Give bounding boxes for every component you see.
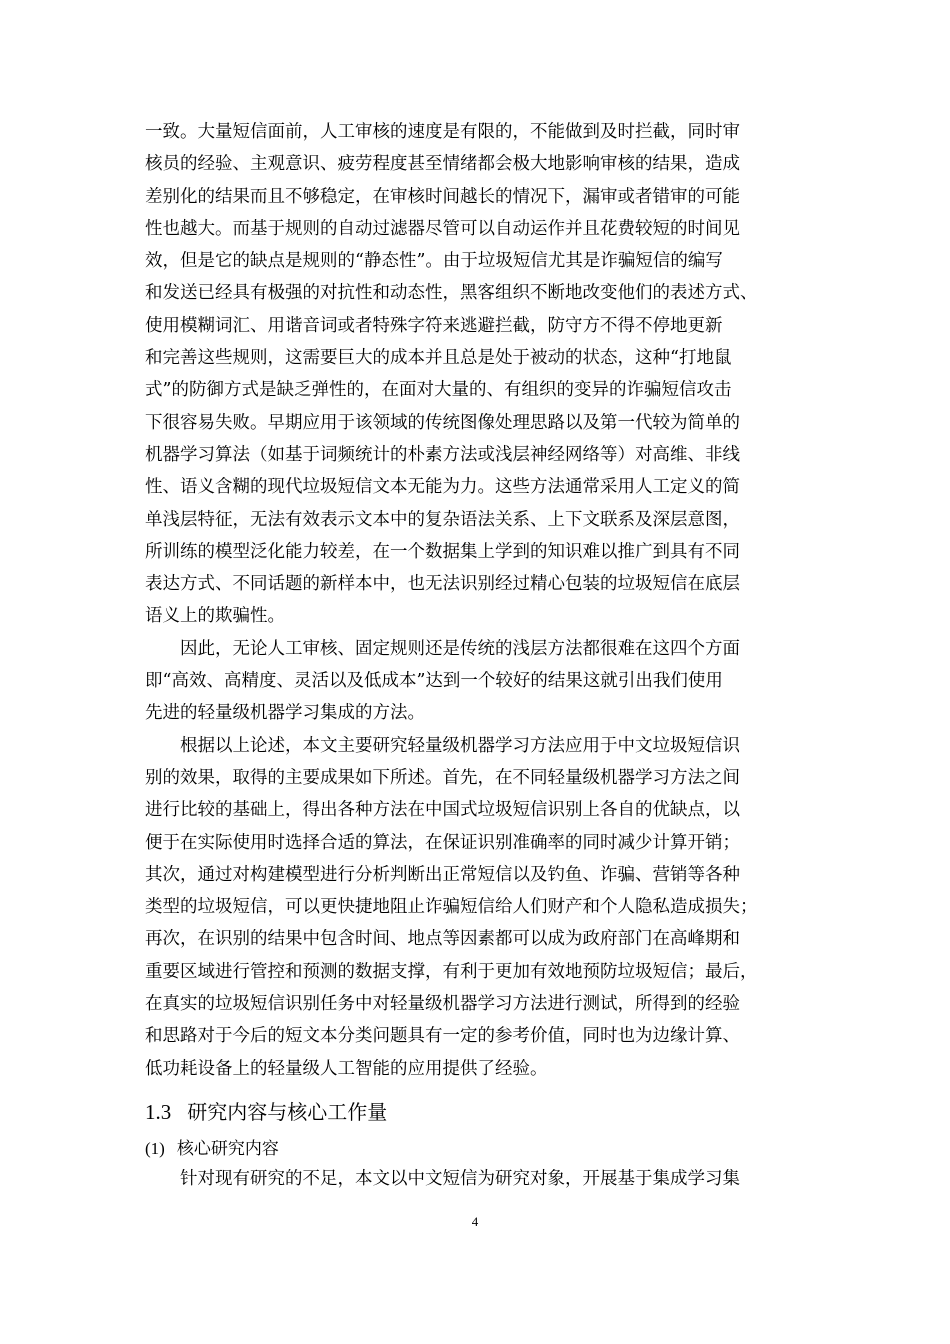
subsection-number: (1) bbox=[145, 1139, 165, 1158]
text-line: 重要区域进行管控和预测的数据支撑，有利于更加有效地预防垃圾短信；最后， bbox=[145, 961, 758, 982]
paragraph-start-line: 因此，无论人工审核、固定规则还是传统的浅层方法都很难在这四个方面 bbox=[180, 638, 740, 659]
text-line: 类型的垃圾短信，可以更快捷地阻止诈骗短信给人们财产和个人隐私造成损失； bbox=[145, 897, 758, 918]
text-line: 即“高效、高精度、灵活以及低成本”达到一个较好的结果这就引出我们使用 bbox=[145, 671, 723, 692]
section-number: 1.3 bbox=[145, 1100, 172, 1124]
text-line: 表达方式、不同话题的新样本中，也无法识别经过精心包装的垃圾短信在底层 bbox=[145, 574, 740, 595]
text-line: 便于在实际使用时选择合适的算法，在保证识别准确率的同时减少计算开销； bbox=[145, 832, 740, 853]
text-line: 一致。大量短信面前，人工审核的速度是有限的，不能做到及时拦截，同时审 bbox=[145, 122, 740, 142]
text-line: 差别化的结果而且不够稳定，在审核时间越长的情况下，漏审或者错审的可能 bbox=[145, 186, 740, 207]
text-line: 低功耗设备上的轻量级人工智能的应用提供了经验。 bbox=[145, 1058, 548, 1079]
text-line: 语义上的欺骗性。 bbox=[145, 606, 285, 627]
text-line: 再次，在识别的结果中包含时间、地点等因素都可以成为政府部门在高峰期和 bbox=[145, 929, 740, 950]
text-line: 使用模糊词汇、用谐音词或者特殊字符来逃避拦截，防守方不得不停地更新 bbox=[145, 315, 723, 336]
text-line: 和完善这些规则，这需要巨大的成本并且总是处于被动的状态，这种“打地鼠 bbox=[145, 348, 732, 369]
section-title: 研究内容与核心工作量 bbox=[187, 1100, 388, 1124]
text-line: 单浅层特征，无法有效表示文本中的复杂语法关系、上下文联系及深层意图， bbox=[145, 509, 740, 530]
page-number: 4 bbox=[471, 1214, 479, 1229]
text-line: 下很容易失败。早期应用于该领域的传统图像处理思路以及第一代较为简单的 bbox=[145, 412, 740, 433]
text-line: 和发送已经具有极强的对抗性和动态性，黑客组织不断地改变他们的表述方式、 bbox=[145, 283, 758, 304]
subsection-title: 核心研究内容 bbox=[176, 1139, 279, 1159]
subsection-heading bbox=[145, 1136, 279, 1162]
text-line: 和思路对于今后的短文本分类问题具有一定的参考价值，同时也为边缘计算、 bbox=[145, 1026, 740, 1047]
text-line: 机器学习算法（如基于词频统计的朴素方法或浅层神经网络等）对高维、非线 bbox=[145, 444, 740, 465]
text-line: 进行比较的基础上，得出各种方法在中国式垃圾短信识别上各自的优缺点，以 bbox=[145, 800, 740, 821]
text-line: 所训练的模型泛化能力较差，在一个数据集上学到的知识难以推广到具有不同 bbox=[145, 541, 740, 562]
body-text bbox=[145, 116, 805, 1085]
paragraph-start-line: 根据以上论述，本文主要研究轻量级机器学习方法应用于中文垃圾短信识 bbox=[180, 735, 740, 756]
text-line: 在真实的垃圾短信识别任务中对轻量级机器学习方法进行测试，所得到的经验 bbox=[145, 994, 740, 1015]
text-line: 性也越大。而基于规则的自动过滤器尽管可以自动运作并且花费较短的时间见 bbox=[145, 218, 740, 239]
text-line: 别的效果，取得的主要成果如下所述。首先，在不同轻量级机器学习方法之间 bbox=[145, 767, 740, 788]
paragraph-start-line: 针对现有研究的不足，本文以中文短信为研究对象，开展基于集成学习集 bbox=[180, 1169, 740, 1189]
text-line: 性、语义含糊的现代垃圾短信文本无能为力。这些方法通常采用人工定义的简 bbox=[145, 477, 740, 498]
section-heading bbox=[145, 1098, 387, 1126]
text-line: 核员的经验、主观意识、疲劳程度甚至情绪都会极大地影响审核的结果，造成 bbox=[145, 154, 740, 175]
text-line: 其次，通过对构建模型进行分析判断出正常短信以及钓鱼、诈骗、营销等各种 bbox=[145, 864, 740, 885]
text-line: 式”的防御方式是缺乏弹性的，在面对大量的、有组织的变异的诈骗短信攻击 bbox=[145, 380, 732, 401]
text-line: 先进的轻量级机器学习集成的方法。 bbox=[145, 703, 425, 724]
text-line: 效，但是它的缺点是规则的“静态性”。由于垃圾短信尤其是诈骗短信的编写 bbox=[145, 251, 723, 272]
